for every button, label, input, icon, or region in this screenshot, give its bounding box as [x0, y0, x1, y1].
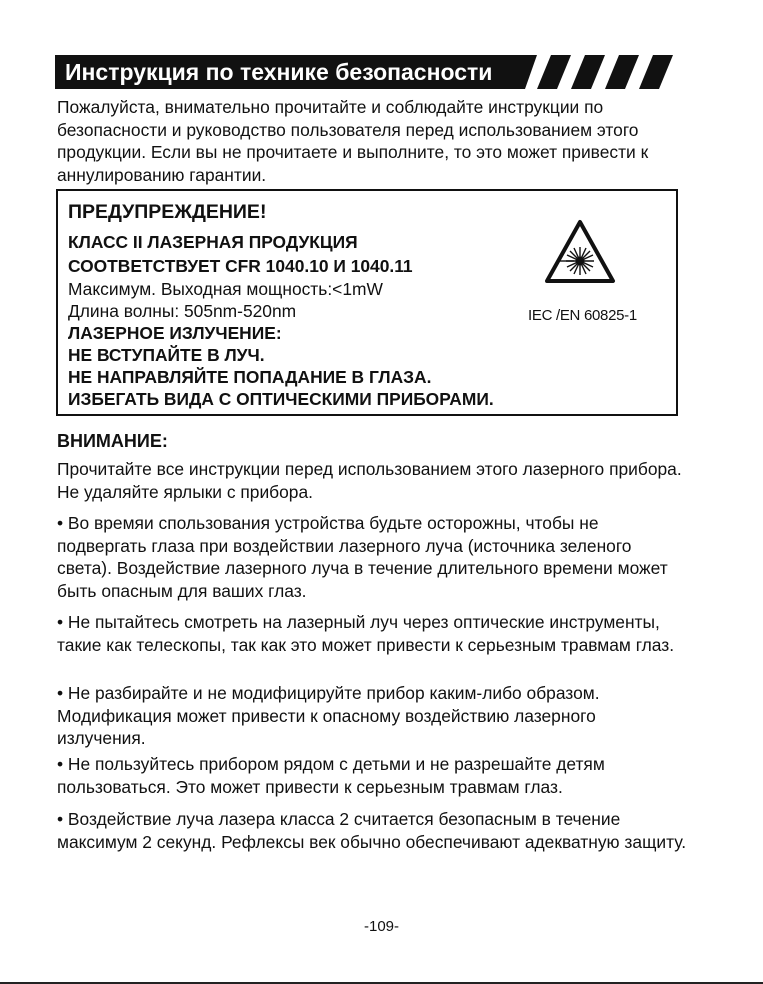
laser-warning-icon: [544, 219, 616, 285]
bullet-item: • Во времяи спользования устройства будьте осторожны, чтобы не подвергать глаза при воздействии лазерного луча (источника зеленого света). Воздействие лазерного луча в течение длительного времени может быть опасным для ваших глаз.: [57, 513, 668, 601]
bullet-item: • Не пытайтесь смотреть на лазерный луч через оптические инструменты, такие как телескопы, так как это может привести к серьезным травмам глаз.: [57, 612, 675, 655]
no-eyes-line: НЕ НАПРАВЛЯЙТЕ ПОПАДАНИЕ В ГЛАЗА.: [68, 367, 432, 387]
page-number: -109-: [363, 918, 400, 935]
bullet-item: • Не разбирайте и не модифицируйте прибор каким-либо образом. Модификация может привести к опасному воздействию лазерного излучения.: [57, 683, 600, 749]
page-title: Инструкция по технике безопасности: [65, 59, 493, 85]
wavelength-line: Длина волны: 505nm-520nm: [68, 301, 297, 321]
warning-heading: ПРЕДУПРЕЖДЕНИЕ!: [68, 201, 267, 223]
attention-text: Прочитайте все инструкции перед использованием этого лазерного прибора. Не удаляйте ярлыки с прибора.: [57, 459, 682, 502]
attention-title: ВНИМАНИЕ:: [57, 431, 168, 451]
bullet-item: • Не пользуйтесь прибором рядом с детьми и не разрешайте детям пользоваться. Это может привести к серьезным травмам глаз.: [57, 754, 605, 797]
bullet-item: • Воздействие луча лазера класса 2 считается безопасным в течение максимум 2 секунд. Рефлексы век обычно обеспечивают адекватную защиту.: [57, 809, 687, 852]
laser-class-line: КЛАСС II ЛАЗЕРНАЯ ПРОДУКЦИЯ: [68, 232, 358, 252]
intro-paragraph: Пожалуйста, внимательно прочитайте и соблюдайте инструкции по безопасности и руководство пользователя перед использованием этого продукции. Если вы не прочитаете и выполните, то это может привести к аннулированию гарантии.: [57, 97, 649, 185]
section-header: [55, 55, 675, 89]
iec-standard-label: IEC /EN 60825-1: [528, 307, 637, 324]
compliance-line: СООТВЕТСТВУЕТ CFR 1040.10 И 1040.11: [68, 256, 413, 276]
no-step-line: НЕ ВСТУПАЙТЕ В ЛУЧ.: [68, 345, 265, 365]
max-power-line: Максимум. Выходная мощность:<1mW: [68, 279, 383, 299]
radiation-line: ЛАЗЕРНОЕ ИЗЛУЧЕНИЕ:: [68, 323, 282, 343]
avoid-optics-line: ИЗБЕГАТЬ ВИДА С ОПТИЧЕСКИМИ ПРИБОРАМИ.: [68, 389, 494, 409]
warning-box: [56, 189, 678, 416]
